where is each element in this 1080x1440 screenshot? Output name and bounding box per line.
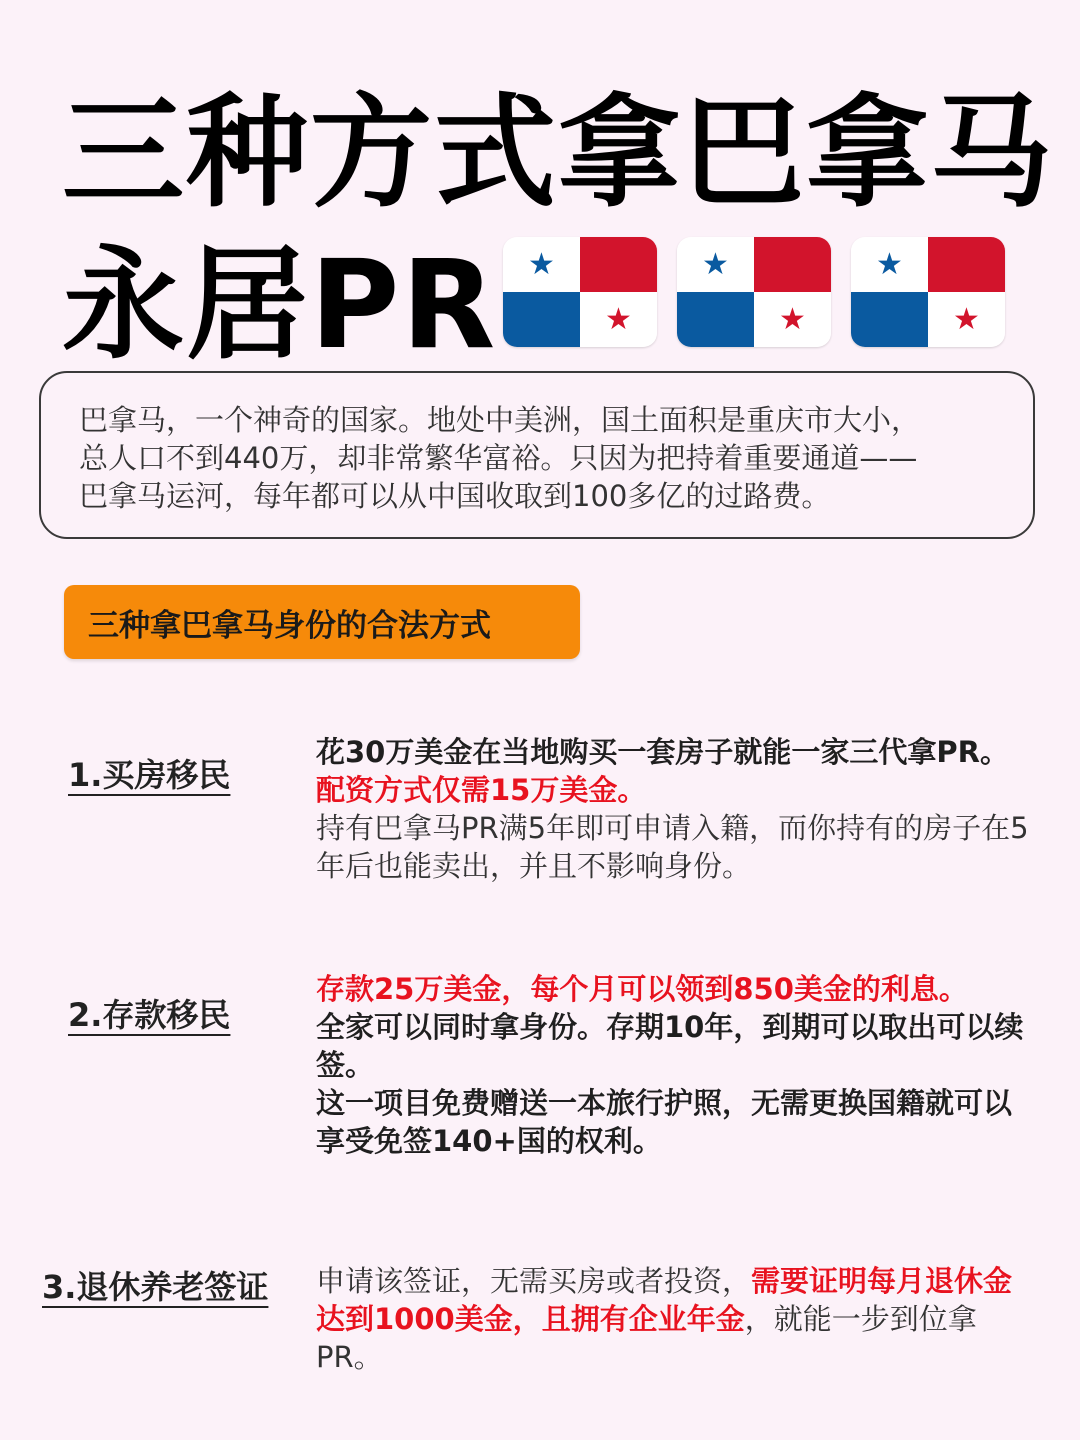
panama-flag-icon — [851, 237, 1005, 347]
panama-flag-icon — [503, 237, 657, 347]
intro-line: 总人口不到440万，却非常繁华富裕。只因为把持着重要通道—— — [79, 441, 918, 475]
method-2-highlight: 存款25万美金，每个月可以领到850美金的利息。 — [316, 972, 968, 1006]
intro-line: 巴拿马，一个神奇的国家。地处中美洲，国土面积是重庆市大小， — [79, 403, 921, 437]
method-3-label: 3.退休养老签证 — [42, 1268, 269, 1306]
method-1-detail: 持有巴拿马PR满5年即可申请入籍，而你持有的房子在5年后也能卖出，并且不影响身份。 — [316, 811, 1029, 883]
star-icon: ★ — [580, 292, 657, 347]
page-title — [62, 78, 1054, 376]
method-3-text-a: 申请该签证，无需买房或者投资， — [316, 1264, 752, 1298]
title-line-2: 永居PR — [62, 234, 498, 376]
intro-box — [39, 371, 1035, 539]
section-badge: 三种拿巴拿马身份的合法方式 — [64, 585, 580, 659]
star-icon: ★ — [928, 292, 1005, 347]
intro-line: 巴拿马运河，每年都可以从中国收取到100多亿的过路费。 — [79, 479, 831, 513]
method-3-highlight: 需要证明每月退休金达到1000美金，且拥有企业年金 — [316, 1264, 1013, 1336]
star-icon: ★ — [503, 237, 580, 292]
flag-row — [503, 237, 1005, 347]
method-1-highlight: 配资方式仅需15万美金。 — [316, 773, 647, 807]
method-1-label: 1.买房移民 — [68, 756, 231, 794]
star-icon: ★ — [754, 292, 831, 347]
method-2-passport-note: 这一项目免费赠送一本旅行护照，无需更换国籍就可以享受免签140+国的权利。 — [316, 1086, 1013, 1158]
method-1-description — [316, 733, 1031, 885]
star-icon: ★ — [851, 237, 928, 292]
method-3-text-b: ，就能一步到位拿PR。 — [316, 1302, 977, 1374]
method-1-headline: 花30万美金在当地购买一套房子就能一家三代拿PR。 — [316, 735, 1009, 769]
panama-flag-icon — [677, 237, 831, 347]
star-icon: ★ — [677, 237, 754, 292]
method-2-description — [316, 970, 1031, 1160]
method-3-description — [316, 1262, 1031, 1376]
method-2-detail: 全家可以同时拿身份。存期10年，到期可以取出可以续签。 — [316, 1010, 1024, 1082]
title-line-1: 三种方式拿巴拿马 — [62, 82, 1054, 224]
method-2-label: 2.存款移民 — [68, 996, 231, 1034]
